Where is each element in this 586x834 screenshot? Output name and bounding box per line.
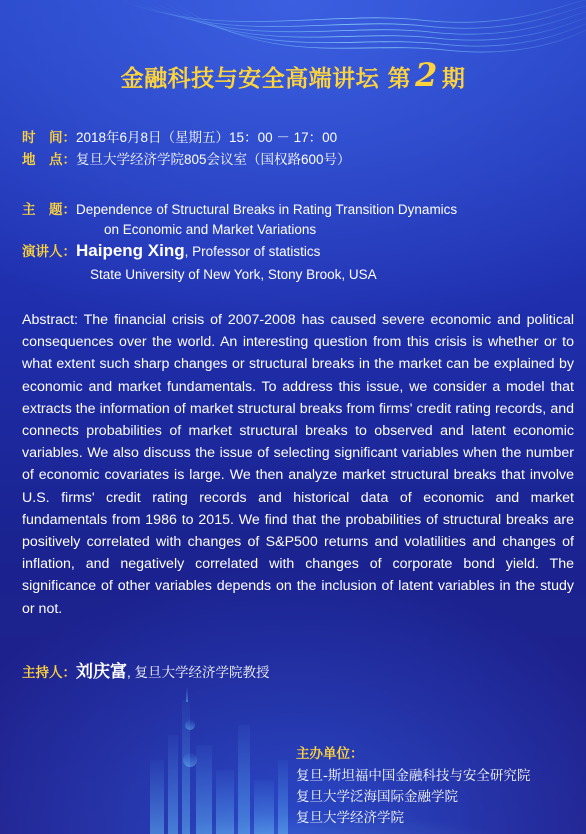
speaker-affiliation: State University of New York, Stony Brook, USA [90, 267, 377, 282]
organizer-item: 复旦大学泛海国际金融学院 [296, 789, 458, 805]
location-label: 地 点： [22, 152, 76, 168]
topic-label: 主 题： [22, 202, 76, 218]
host-name: 刘庆富 [76, 662, 127, 682]
host-row [22, 657, 270, 682]
speaker-name: Haipeng Xing [76, 241, 185, 260]
location-value: 复旦大学经济学院805会议室（国权路600号） [76, 152, 351, 167]
topic-row [22, 200, 457, 220]
organizer-item: 复旦大学经济学院 [296, 810, 404, 826]
time-value: 2018年6月8日（星期五）15：00 － 17：00 [76, 130, 338, 145]
title-number: 2 [415, 56, 438, 94]
speaker-title: , Professor of statistics [184, 244, 321, 259]
organizer-item: 复旦-斯坦福中国金融科技与安全研究院 [296, 768, 531, 784]
topic-row-2 [104, 220, 316, 240]
organizers-label: 主办单位： [296, 746, 364, 762]
speaker-row [22, 241, 320, 262]
time-label: 时 间： [22, 130, 76, 146]
title-prefix: 金融科技与安全高端讲坛 第 [120, 66, 412, 92]
abstract-text: Abstract: The financial crisis of 2007-2008 has caused severe economic and political consequences over the world. An interesting question from this crisis is whether or to what extent such sharp changes or structural breaks in the market can be explained by economic and market fundamentals. To address this issue, we consider a model that extracts the information of market structural breaks from firms' credit rating records, and connects probabilities of market structural breaks to observed and latent economic variables. We also discuss the issue of selecting significant variables when the number of economic covariates is large. We then analyze market structural breaks that involve U.S. firms' credit rating records and historical data of economic and market fundamentals from 1986 to 2015. We find that the probabilities of structural breaks are positively correlated with changes of S&P500 returns and volatilities and changes of inflation, and negatively correlated with changes of corporate bond yield. The significance of other variables depends on the inclusion of latent variables in the study or not. [22, 312, 574, 617]
speaker-affiliation-row [90, 265, 377, 285]
host-title: , 复旦大学经济学院教授 [127, 665, 270, 680]
speaker-label: 演讲人： [22, 244, 76, 260]
time-row [22, 128, 337, 148]
location-row [22, 150, 351, 170]
topic-line-2: on Economic and Market Variations [104, 222, 317, 237]
host-label: 主持人： [22, 665, 76, 681]
title-suffix: 期 [441, 66, 466, 92]
topic-line-1: Dependence of Structural Breaks in Rating Transition Dynamics [76, 202, 458, 217]
poster-title [0, 56, 586, 94]
